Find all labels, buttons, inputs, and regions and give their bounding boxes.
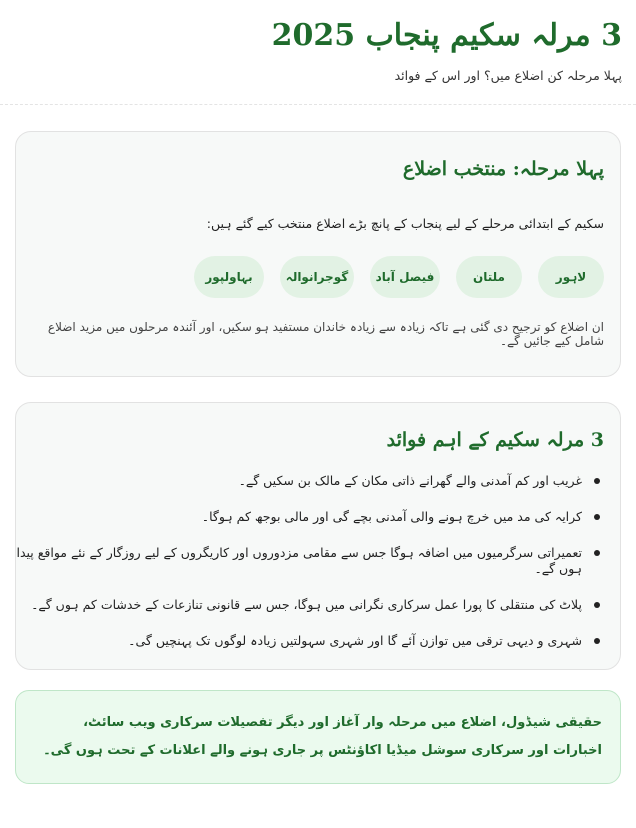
phase-one-note: ان اضلاع کو ترجیح دی گئی ہے تاکہ زیادہ سے زیادہ خاندان مستفید ہو سکیں، اور آئندہ مرحلوں میں مزید اضلاع شامل کیے جائیں گے۔ [47,320,604,348]
notice-box [15,690,621,784]
benefit-item: کرایہ کی مد میں خرچ ہونے والی آمدنی بچے گی اور مالی بوجھ کم ہوگا۔ [16,509,604,525]
benefits-card [15,402,621,670]
page-subtitle: پہلا مرحلہ کن اضلاع میں؟ اور اس کے فوائد [394,68,622,83]
district-chip-faisalabad: فیصل آباد [370,256,440,298]
benefits-list [16,473,604,669]
phase-one-card [15,131,621,377]
district-chip-bahawalpur: بہاولپور [194,256,264,298]
benefit-item: پلاٹ کی منتقلی کا پورا عمل سرکاری نگرانی میں ہوگا، جس سے قانونی تنازعات کے خدشات کم ہوں گے۔ [16,597,604,613]
page-title: 3 مرلہ سکیم پنجاب 2025 [271,18,622,53]
benefit-item: غریب اور کم آمدنی والے گھرانے ذاتی مکان کے مالک بن سکیں گے۔ [16,473,604,489]
district-chip-gujranwala: گوجرانوالہ [280,256,354,298]
benefits-heading: 3 مرلہ سکیم کے اہم فوائد [386,429,604,451]
phase-one-heading: پہلا مرحلہ: منتخب اضلاع [402,158,604,180]
phase-one-intro: سکیم کے ابتدائی مرحلے کے لیے پنجاب کے پانچ بڑے اضلاع منتخب کیے گئے ہیں: [206,216,604,231]
notice-text: حقیقی شیڈول، اضلاع میں مرحلہ وار آغاز اور دیگر تفصیلات سرکاری ویب سائٹ، اخبارات اور سرکاری سوشل میڈیا اکاؤنٹس پر جاری ہونے والے اعلانات کے تحت ہوں گی۔ [43,715,602,758]
page-header [0,0,636,105]
benefit-item: تعمیراتی سرگرمیوں میں اضافہ ہوگا جس سے مقامی مزدوروں اور کاریگروں کے لیے روزگار کے نئے مواقع پیدا ہوں گے۔ [16,545,604,577]
district-chip-list [194,256,604,298]
district-chip-multan: ملتان [456,256,522,298]
benefit-item: شہری و دیہی ترقی میں توازن آئے گا اور شہری سہولتیں زیادہ لوگوں تک پہنچیں گی۔ [16,633,604,649]
district-chip-lahore: لاہور [538,256,604,298]
